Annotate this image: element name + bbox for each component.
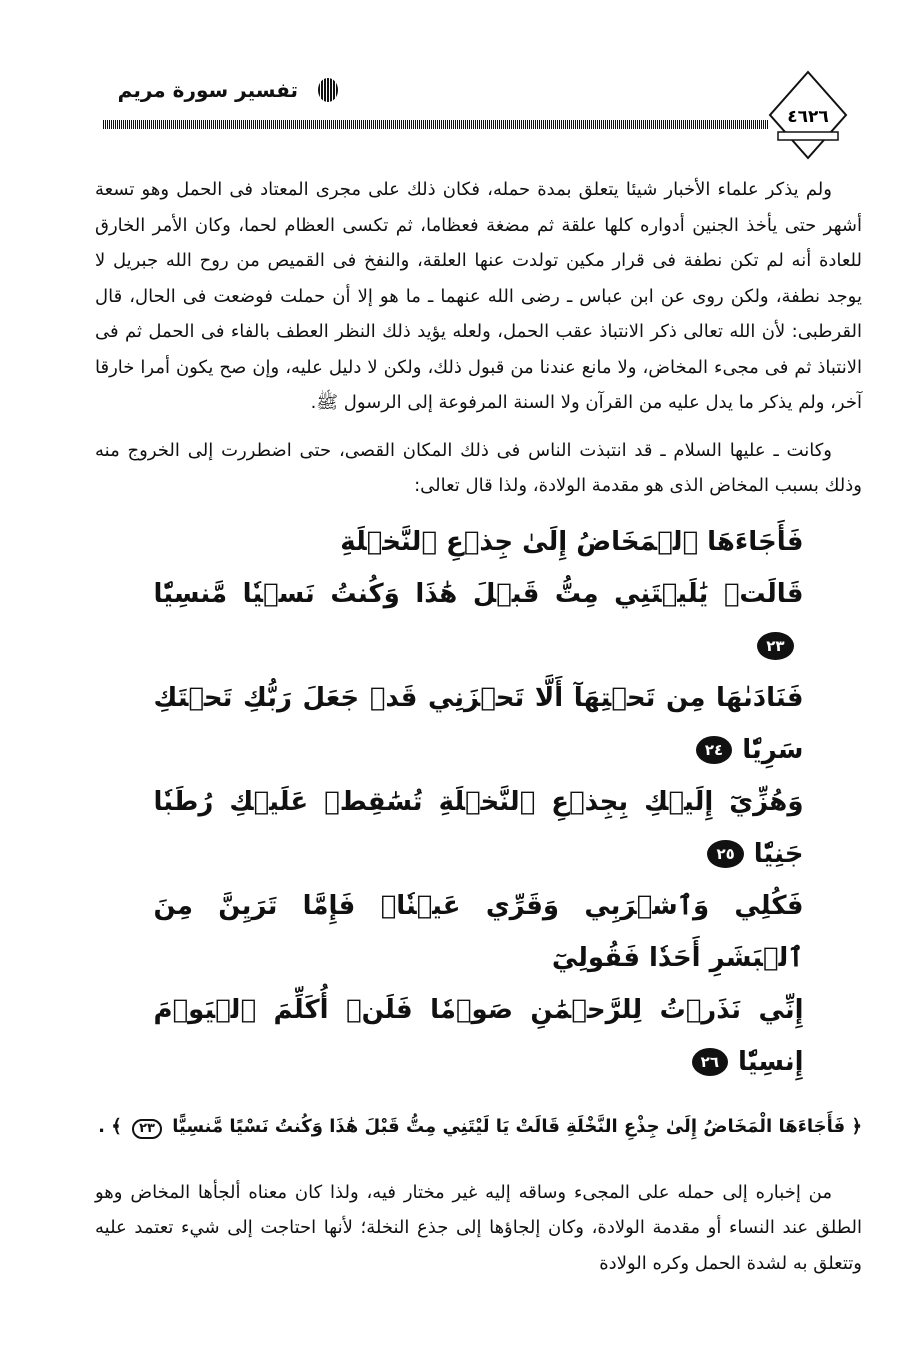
verse-text: فَأَجَاءَهَا ٱلۡمَخَاضُ إِلَىٰ جِذۡعِ ٱلنَّخۡلَةِ — [340, 526, 804, 557]
verse-line — [154, 672, 804, 776]
verse-line — [154, 776, 804, 880]
text-line: ولا مانع عندنا من قبول ذلك، ولكن لا دليل عليه، وإن صح يكون أمرا خارقا — [95, 356, 637, 378]
text-line: اضطررت إلى الخروج منه وذلك بسبب المخاض الذى هو مقدمة الولادة، ولذا قال — [95, 439, 862, 496]
text-line: ولم يذكر علماء الأخبار شيئا يتعلق بمدة حمله، فكان ذلك على مجرى — [315, 179, 832, 200]
header-rule — [103, 120, 768, 129]
verse-text: قَالَتۡ يَٰلَيۡتَنِي مِتُّ قَبۡلَ هَٰذَا وَكُنتُ نَسۡيٗا مَّنسِيّٗا — [153, 578, 804, 609]
verse-text: وَهُزِّيٓ إِلَيۡكِ بِجِذۡعِ ٱلنَّخۡلَةِ تُسَٰقِطۡ عَلَيۡكِ رُطَبٗا جَنِيّٗا — [153, 786, 804, 869]
text-line: ألجأها المخاض وهو الطلق عند النساء أو مقدمة الولادة، وكان إلجاؤها إلى جذع — [95, 1181, 862, 1238]
quote-line-2: مَّنسِيًّا — [172, 1115, 224, 1137]
verse-quote — [95, 1108, 862, 1145]
verse-text: فَنَادَىٰهَا مِن تَحۡتِهَآ أَلَّا تَحۡزَنِي قَدۡ جَعَلَ رَبُّكِ تَحۡتَكِ سَرِيّٗا — [153, 682, 804, 765]
text-line: النخلة؛ لأنها احتاجت إلى شيء تعتمد عليه وتتعلق به لشدة الحمل وكره الولادة — [95, 1217, 862, 1274]
quote-line-1: ﴿ فَأَجَاءَهَا الْمَخَاضُ إِلَىٰ جِذْعِ النَّخْلَةِ قَالَتْ يَا لَيْتَنِي مِتُّ قَبْلَ هَٰذَا وَكُنتُ نَسْيًا — [229, 1115, 862, 1137]
ayah-number: ٢٤ — [696, 736, 732, 764]
text-line: يؤيد ذلك النظر العطف بالفاء فى الحمل ثم فى الانتباذ ثم فى مجىء المخاض، — [95, 321, 862, 378]
paragraph-1 — [95, 172, 862, 421]
text-line: تعالى: — [414, 475, 460, 496]
ayah-number: ٢٣ — [132, 1119, 162, 1139]
text-line: قرار مكين تولدت عنها العلقة، والنفخ فى القميص من روح الله جبريل لا يوجد — [95, 250, 862, 307]
verse-line — [154, 984, 804, 1088]
ornament-icon — [318, 78, 338, 102]
page-number-badge — [768, 70, 848, 160]
page-number: ٤٦٢٦ — [787, 107, 829, 127]
ayah-number: ٢٦ — [692, 1048, 728, 1076]
verse-line — [154, 880, 804, 984]
text-line: وكانت ـ عليها السلام ـ قد انتبذت الناس فى ذلك المكان القصى، حتى — [299, 439, 832, 461]
verse-line — [154, 516, 804, 568]
text-line: المعتاد فى الحمل وهو تسعة أشهر حتى يأخذ الجنين أدواره كلها علقة ثم مضغة — [95, 179, 862, 236]
text-line: من إخباره إلى حمله على المجىء وساقه إليه غير مختار فيه، ولذا كان معناه — [248, 1181, 833, 1203]
quote-end: ﴾ . — [98, 1115, 122, 1137]
running-header-title: تفسير سورة مريم — [117, 78, 298, 102]
verse-text: فَكُلِي وَٱشۡرَبِي وَقَرِّي عَيۡنٗاۖ فَإِمَّا تَرَيِنَّ مِنَ ٱلۡبَشَرِ أَحَدٗا فَقُولِيٓ — [153, 890, 804, 973]
text-line: فعظاما، ثم تكسى العظام لحما، وكان الأمر الخارق للعادة أنه لم تكن نطفة فى — [95, 214, 862, 271]
quran-verses-block — [154, 516, 804, 1088]
verse-line — [154, 568, 804, 672]
text-line: آخر، ولم يذكر ما يدل عليه من القرآن ولا السنة المرفوعة إلى الرسول ﷺ. — [310, 392, 862, 413]
paragraph-3 — [95, 1175, 862, 1282]
paragraph-2 — [95, 433, 862, 504]
verse-text: إِنِّي نَذَرۡتُ لِلرَّحۡمَٰنِ صَوۡمٗا فَلَنۡ أُكَلِّمَ ٱلۡيَوۡمَ إِنسِيّٗا — [153, 994, 804, 1077]
text-line: فوضعت فى الحال، قال القرطبى: لأن الله تعالى ذكر الانتباذ عقب الحمل، ولعله — [95, 285, 862, 342]
ayah-number: ٢٣ — [757, 632, 793, 660]
ayah-number: ٢٥ — [707, 840, 743, 868]
text-line: نطفة، ولكن روى عن ابن عباس ـ رضى الله عنهما ـ ما هو إلا أن حملت — [280, 285, 821, 307]
page-body — [95, 172, 862, 1293]
